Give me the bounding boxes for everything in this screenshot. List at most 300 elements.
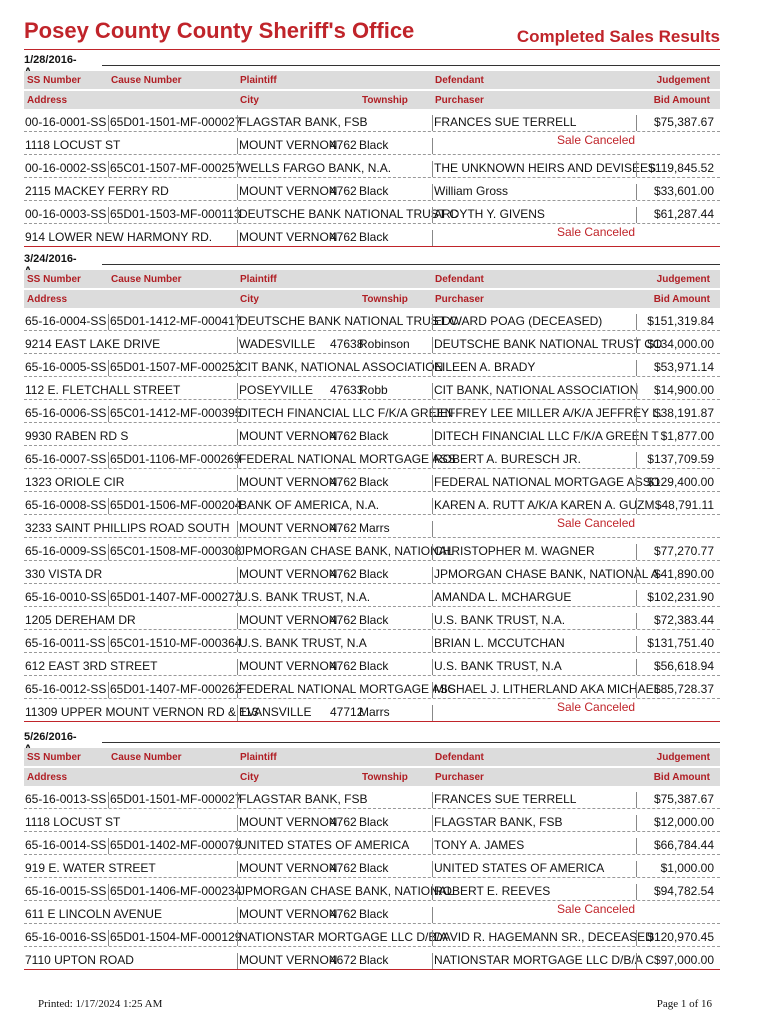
column-separator [636,838,637,854]
judgement-amount: $137,709.59 [647,452,714,466]
city: MOUNT VERNON [239,429,338,443]
ss-number: 00-16-0003-SS [25,207,107,221]
column-separator [237,682,238,698]
column-separator [108,314,109,330]
purchaser: U.S. BANK TRUST, N.A. [434,613,566,627]
column-separator [636,452,637,468]
defendant: TONY A. JAMES [434,838,525,852]
column-separator [432,613,433,629]
judgement-amount: $53,971.14 [653,360,714,374]
judgement-amount: $77,270.77 [653,544,714,558]
ss-number: 65-16-0006-SS [25,406,107,420]
sale-date-rule [102,65,720,66]
sale-record-line-2 [24,180,720,201]
judgement-amount: $75,387.67 [653,115,714,129]
cause-number: 65D01-1507-MF-000252 [110,360,242,374]
cause-number: 65D01-1504-MF-000129 [110,930,242,944]
plaintiff: FEDERAL NATIONAL MORTGAGE ASS [239,682,456,696]
column-separator [432,705,433,721]
property-address: 1323 ORIOLE CIR [25,475,125,489]
plaintiff: NATIONSTAR MORTGAGE LLC D/B/A [239,930,448,944]
column-separator [432,636,433,652]
column-header: Bid Amount [653,95,710,106]
sale-status: Sale Canceled [557,133,636,147]
township: Robinson [359,337,410,351]
column-header: Judgement [656,752,710,763]
property-address: 914 LOWER NEW HARMONY RD. [25,230,213,244]
column-separator [636,682,637,698]
column-separator [636,930,637,946]
property-address: 612 EAST 3RD STREET [25,659,158,673]
column-separator [237,161,238,177]
column-separator [108,207,109,223]
city: MOUNT VERNON [239,567,338,581]
zip-code: 4762 [330,815,357,829]
column-separator [636,207,637,223]
sale-record-line-2 [24,903,720,924]
bid-amount: $14,900.00 [653,383,714,397]
column-separator [237,861,238,877]
column-separator [636,383,637,399]
sale-status: Sale Canceled [557,516,636,530]
sale-date-rule [102,264,720,265]
column-separator [432,930,433,946]
ss-number: 65-16-0016-SS [25,930,107,944]
ss-number: 00-16-0001-SS [25,115,107,129]
defendant: FRANCES SUE TERRELL [434,115,577,129]
property-address: 1118 LOCUST ST [25,138,121,152]
defendant: ARDYTH Y. GIVENS [434,207,545,221]
column-separator [432,230,433,246]
column-header: Township [362,95,408,106]
bid-amount: $129,400.00 [647,475,714,489]
column-header: Defendant [435,274,484,285]
sale-date-rule [102,742,720,743]
column-separator [237,184,238,200]
column-header-row-1 [24,71,720,89]
zip-code: 4762 [330,613,357,627]
township: Black [359,659,389,673]
city: MOUNT VERNON [239,613,338,627]
bid-amount: $33,601.00 [653,184,714,198]
township: Black [359,567,389,581]
column-separator [237,314,238,330]
property-address: 3233 SAINT PHILLIPS ROAD SOUTH [25,521,230,535]
sale-date-label: 1/28/2016- [24,54,77,66]
plaintiff: FLAGSTAR BANK, FSB [239,115,368,129]
zip-code: 4762 [330,907,357,921]
column-header: Address [27,772,68,783]
defendant: KAREN A. RUTT A/K/A KAREN A. GUZM [434,498,655,512]
column-header: Purchaser [435,294,484,305]
column-header: SS Number [27,752,81,763]
column-separator [432,475,433,491]
column-separator [432,184,433,200]
sale-record-line-1 [24,448,720,469]
zip-code: 4762 [330,475,357,489]
ss-number: 65-16-0015-SS [25,884,107,898]
column-separator [636,429,637,445]
column-separator [108,161,109,177]
column-separator [636,636,637,652]
sale-record-line-1 [24,926,720,947]
ss-number: 65-16-0007-SS [25,452,107,466]
column-separator [432,452,433,468]
sale-record-line-1 [24,678,720,699]
column-header: Purchaser [435,772,484,783]
column-header: Cause Number [111,75,182,86]
column-separator [432,337,433,353]
column-separator [636,884,637,900]
column-separator [108,682,109,698]
column-separator [237,230,238,246]
column-header: Plaintiff [240,75,277,86]
bid-amount: $1,877.00 [660,429,714,443]
column-separator [237,498,238,514]
column-separator [108,452,109,468]
column-separator [432,567,433,583]
property-address: 2115 MACKEY FERRY RD [25,184,169,198]
sale-record-line-1 [24,494,720,515]
bid-amount: $134,000.00 [647,337,714,351]
defendant: EILEEN A. BRADY [434,360,536,374]
column-separator [636,360,637,376]
column-header: SS Number [27,274,81,285]
purchaser: FLAGSTAR BANK, FSB [434,815,563,829]
column-header: Township [362,772,408,783]
cause-number: 65D01-1503-MF-000113 [110,207,241,221]
column-separator [237,953,238,969]
column-separator [237,705,238,721]
city: MOUNT VERNON [239,475,338,489]
column-separator [108,884,109,900]
column-separator [636,161,637,177]
column-separator [237,406,238,422]
township: Black [359,861,389,875]
page-number: Page 1 of 16 [656,998,712,1010]
column-header-row-2 [24,290,720,308]
sale-record-line-1 [24,632,720,653]
sale-record-line-2 [24,379,720,400]
plaintiff: U.S. BANK TRUST, N.A. [239,590,371,604]
sale-record-line-2 [24,517,720,538]
sale-status: Sale Canceled [557,700,636,714]
bid-amount: $56,618.94 [653,659,714,673]
cause-number: 65C01-1508-MF-000308 [110,544,242,558]
column-separator [636,613,637,629]
ss-number: 65-16-0014-SS [25,838,107,852]
column-separator [108,498,109,514]
bid-amount: $41,890.00 [653,567,714,581]
plaintiff: FEDERAL NATIONAL MORTGAGE ASS [239,452,456,466]
cause-number: 65D01-1501-MF-000027 [110,792,242,806]
judgement-amount: $75,387.67 [653,792,714,806]
property-address: 330 VISTA DR [25,567,103,581]
column-separator [237,207,238,223]
township: Black [359,230,389,244]
column-header: Purchaser [435,95,484,106]
purchaser: NATIONSTAR MORTGAGE LLC D/B/A C [434,953,655,967]
township: Black [359,613,389,627]
column-separator [432,590,433,606]
defendant: ROBERT E. REEVES [434,884,551,898]
city: MOUNT VERNON [239,184,338,198]
column-separator [237,590,238,606]
column-separator [432,314,433,330]
defendant: THE UNKNOWN HEIRS AND DEVISEES [434,161,657,175]
column-separator [237,383,238,399]
judgement-amount: $102,231.90 [647,590,714,604]
judgement-amount: $85,728.37 [653,682,714,696]
plaintiff: DEUTSCHE BANK NATIONAL TRUST C [239,314,458,328]
purchaser: CIT BANK, NATIONAL ASSOCIATION [434,383,639,397]
sale-record-line-2 [24,333,720,354]
judgement-amount: $94,782.54 [653,884,714,898]
plaintiff: WELLS FARGO BANK, N.A. [239,161,392,175]
judgement-amount: $66,784.44 [653,838,714,852]
printed-timestamp: Printed: 1/17/2024 1:25 AM [38,998,163,1010]
column-separator [108,406,109,422]
sale-date-label: 3/24/2016- [24,253,77,265]
column-header: Cause Number [111,752,182,763]
column-separator [237,475,238,491]
column-separator [432,907,433,923]
column-separator [237,521,238,537]
property-address: 1118 LOCUST ST [25,815,121,829]
column-header-row-1 [24,270,720,288]
ss-number: 65-16-0011-SS [25,636,106,650]
column-header: City [240,294,259,305]
column-header-row-1 [24,748,720,766]
plaintiff: UNITED STATES OF AMERICA [239,838,410,852]
judgement-amount: $131,751.40 [647,636,714,650]
city: MOUNT VERNON [239,861,338,875]
column-header: City [240,772,259,783]
purchaser: DITECH FINANCIAL LLC F/K/A GREEN T [434,429,659,443]
column-separator [432,792,433,808]
bid-amount: $1,000.00 [660,861,714,875]
column-separator [432,861,433,877]
city: WADESVILLE [239,337,316,351]
cause-number: 65C01-1507-MF-000257 [110,161,242,175]
purchaser: DEUTSCHE BANK NATIONAL TRUST CO [434,337,663,351]
property-address: 9214 EAST LAKE DRIVE [25,337,161,351]
column-separator [636,314,637,330]
purchaser: U.S. BANK TRUST, N.A [434,659,562,673]
sale-record-line-1 [24,788,720,809]
judgement-amount: $48,791.11 [654,498,714,512]
property-address: 9930 RABEN RD S [25,429,129,443]
column-separator [636,498,637,514]
plaintiff: JPMORGAN CHASE BANK, NATIONAL [239,544,454,558]
sale-record-line-1 [24,586,720,607]
sale-record-line-2 [24,857,720,878]
sale-record-line-1 [24,203,720,224]
column-header: SS Number [27,75,81,86]
column-header-row-2 [24,91,720,109]
column-header: Judgement [656,274,710,285]
sale-record-line-1 [24,111,720,132]
column-separator [108,636,109,652]
column-separator [636,337,637,353]
property-address: 919 E. WATER STREET [25,861,156,875]
column-separator [432,544,433,560]
sale-record-line-2 [24,425,720,446]
column-separator [237,838,238,854]
cause-number: 65D01-1407-MF-000272 [110,590,242,604]
sale-record-line-1 [24,310,720,331]
title-divider [24,49,720,50]
defendant: DAVID R. HAGEMANN SR., DECEASED [434,930,654,944]
column-separator [636,792,637,808]
township: Black [359,429,389,443]
plaintiff: CIT BANK, NATIONAL ASSOCIATION [239,360,444,374]
zip-code: 4762 [330,521,357,535]
township: Marrs [359,705,390,719]
city: MOUNT VERNON [239,659,338,673]
bid-amount: $12,000.00 [653,815,714,829]
city: MOUNT VERNON [239,138,338,152]
cause-number: 65C01-1510-MF-000364 [110,636,242,650]
column-separator [432,161,433,177]
column-separator [108,930,109,946]
column-separator [237,429,238,445]
sale-record-line-2 [24,701,720,722]
cause-number: 65D01-1412-MF-000417 [110,314,242,328]
zip-code: 4672 [330,953,357,967]
zip-code: 4762 [330,429,357,443]
column-header: Bid Amount [653,294,710,305]
sale-record-line-2 [24,563,720,584]
column-header: Address [27,95,68,106]
column-header: City [240,95,259,106]
column-separator [237,636,238,652]
column-separator [108,792,109,808]
column-separator [636,590,637,606]
column-header: Plaintiff [240,752,277,763]
column-separator [237,452,238,468]
report-subtitle: Completed Sales Results [516,27,720,46]
sale-record-line-2 [24,655,720,676]
column-separator [108,360,109,376]
cause-number: 65D01-1402-MF-000079 [110,838,242,852]
ss-number: 65-16-0008-SS [25,498,107,512]
sale-record-line-1 [24,402,720,423]
township: Black [359,138,389,152]
property-address: 611 E LINCOLN AVENUE [25,907,162,921]
column-separator [237,360,238,376]
ss-number: 65-16-0010-SS [25,590,107,604]
column-separator [432,115,433,131]
column-separator [108,544,109,560]
township: Black [359,184,389,198]
column-separator [432,383,433,399]
column-separator [237,659,238,675]
column-separator [432,682,433,698]
defendant: AMANDA L. MCHARGUE [434,590,572,604]
sale-record-line-2 [24,226,720,247]
sale-record-line-1 [24,157,720,178]
column-header: Bid Amount [653,772,710,783]
zip-code: 4762 [330,230,357,244]
defendant: BRIAN L. MCCUTCHAN [434,636,565,650]
purchaser: JPMORGAN CHASE BANK, NATIONAL A [434,567,659,581]
property-address: 112 E. FLETCHALL STREET [25,383,181,397]
column-separator [636,815,637,831]
city: EVANSVILLE [239,705,312,719]
property-address: 7110 UPTON ROAD [25,953,134,967]
zip-code: 4762 [330,184,357,198]
column-separator [432,360,433,376]
township: Black [359,953,389,967]
sale-record-line-2 [24,134,720,155]
column-separator [237,544,238,560]
column-separator [432,953,433,969]
purchaser: William Gross [434,184,508,198]
column-header: Judgement [656,75,710,86]
township: Black [359,475,389,489]
cause-number: 65D01-1106-MF-000269 [110,452,241,466]
column-separator [432,838,433,854]
bid-amount: $97,000.00 [653,953,714,967]
property-address: 1205 DEREHAM DR [25,613,136,627]
property-address: 11309 UPPER MOUNT VERNON RD & 113 [25,705,259,719]
column-header: Address [27,294,68,305]
defendant: MICHAEL J. LITHERLAND AKA MICHAEL [434,682,661,696]
column-separator [432,429,433,445]
column-header: Township [362,294,408,305]
ss-number: 65-16-0004-SS [25,314,107,328]
defendant: JEFFREY LEE MILLER A/K/A JEFFREY L. [434,406,663,420]
column-separator [237,792,238,808]
zip-code: 47638 [330,337,364,351]
judgement-amount: $120,970.45 [647,930,714,944]
column-separator [237,115,238,131]
city: MOUNT VERNON [239,953,338,967]
township: Marrs [359,521,390,535]
bid-amount: $72,383.44 [653,613,714,627]
defendant: CHRISTOPHER M. WAGNER [434,544,595,558]
column-header: Defendant [435,752,484,763]
column-separator [432,659,433,675]
judgement-amount: $151,319.84 [647,314,714,328]
cause-number: 65D01-1506-MF-000204 [110,498,242,512]
column-separator [432,207,433,223]
sale-record-line-1 [24,540,720,561]
ss-number: 65-16-0013-SS [25,792,107,806]
plaintiff: BANK OF AMERICA, N.A. [239,498,380,512]
plaintiff: FLAGSTAR BANK, FSB [239,792,368,806]
defendant: FRANCES SUE TERRELL [434,792,577,806]
township: Black [359,815,389,829]
column-separator [636,184,637,200]
judgement-amount: $119,845.52 [648,161,714,175]
column-separator [432,406,433,422]
sale-record-line-2 [24,811,720,832]
column-separator [636,115,637,131]
column-separator [432,521,433,537]
column-separator [237,567,238,583]
zip-code: 47633 [330,383,364,397]
cause-number: 65C01-1412-MF-000395 [110,406,242,420]
city: POSEYVILLE [239,383,314,397]
defendant: EDWARD POAG (DECEASED) [434,314,603,328]
column-separator [432,884,433,900]
cause-number: 65D01-1406-MF-000234 [110,884,242,898]
purchaser: FEDERAL NATIONAL MORTGAGE ASSO [434,475,661,489]
zip-code: 4762 [330,138,357,152]
column-header: Defendant [435,75,484,86]
